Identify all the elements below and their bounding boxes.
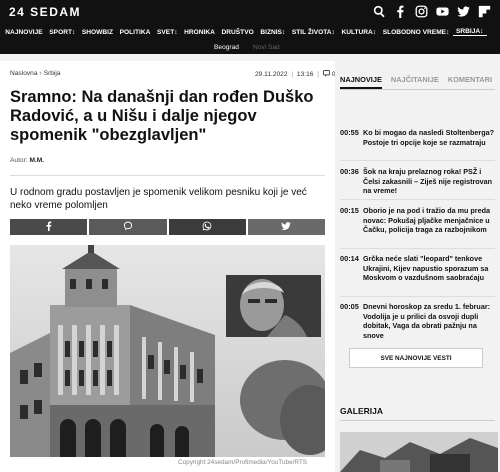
tab-najcitanije[interactable]: NAJČITANIJE bbox=[390, 75, 439, 84]
share-facebook-button[interactable] bbox=[10, 219, 87, 235]
search-icon[interactable] bbox=[372, 4, 387, 19]
divider bbox=[10, 175, 325, 176]
viber-icon bbox=[123, 218, 133, 236]
gallery-divider bbox=[340, 420, 495, 421]
nav-item-srbija[interactable]: SRBIJA↕ bbox=[453, 28, 487, 36]
instagram-icon[interactable] bbox=[414, 4, 429, 19]
share-twitter-button[interactable] bbox=[248, 219, 325, 235]
share-bar bbox=[10, 219, 325, 235]
nav-item-hronika[interactable]: HRONIKA bbox=[184, 28, 215, 36]
news-divider bbox=[340, 199, 495, 200]
sub-nav bbox=[0, 40, 500, 54]
nav-item-kultura[interactable]: KULTURA↕ bbox=[341, 28, 377, 36]
site-logo[interactable]: 24 SEDAM bbox=[9, 5, 82, 19]
breadcrumb-home[interactable]: Naslovna bbox=[10, 70, 38, 77]
twitter-icon[interactable] bbox=[456, 4, 471, 19]
news-time: 00:55 bbox=[340, 128, 359, 137]
nav-item-sport[interactable]: SPORT↕ bbox=[49, 28, 76, 36]
nav-item-svet[interactable]: SVET↕ bbox=[157, 28, 178, 36]
article-time: 13:16 bbox=[296, 71, 314, 78]
news-divider bbox=[340, 160, 495, 161]
share-whatsapp-button[interactable] bbox=[169, 219, 246, 235]
subnav-item-novi-sad[interactable]: Novi Sad bbox=[252, 43, 280, 51]
gallery-image[interactable] bbox=[340, 432, 498, 472]
news-time: 00:05 bbox=[340, 302, 359, 311]
article-meta bbox=[255, 70, 335, 79]
comment-count[interactable]: 0 bbox=[331, 71, 336, 78]
author-label: Autor: bbox=[10, 157, 28, 164]
main-nav bbox=[0, 24, 500, 40]
flipboard-icon[interactable] bbox=[477, 4, 492, 19]
facebook-icon[interactable] bbox=[393, 4, 408, 19]
facebook-icon bbox=[44, 218, 54, 236]
breadcrumb bbox=[10, 70, 61, 77]
news-headline[interactable]: Ko bi mogao da nasledi Stoltenberga? Postoje tri opcije koje se razmatraju bbox=[363, 128, 494, 147]
news-time: 00:15 bbox=[340, 206, 359, 215]
nav-item-showbiz[interactable]: SHOWBIZ bbox=[81, 28, 114, 36]
nav-item-politika[interactable]: POLITIKA bbox=[119, 28, 151, 36]
meta-separator: | bbox=[291, 71, 294, 78]
article-photo[interactable] bbox=[10, 245, 325, 457]
youtube-icon[interactable] bbox=[435, 4, 450, 19]
article-author bbox=[10, 157, 44, 164]
comment-icon[interactable] bbox=[323, 70, 330, 79]
nav-item-najnovije[interactable]: NAJNOVIJE bbox=[5, 28, 43, 36]
nav-item-biznis[interactable]: BIZNIS↕ bbox=[260, 28, 286, 36]
gallery-title: GALERIJA bbox=[340, 406, 383, 416]
tab-divider bbox=[340, 89, 495, 90]
author-name[interactable]: M.M. bbox=[29, 157, 45, 164]
article-date: 29.11.2022 bbox=[255, 71, 288, 78]
nav-item-drustvo[interactable]: DRUŠTVO bbox=[221, 28, 254, 36]
tab-komentari[interactable]: KOMENTARI bbox=[447, 75, 493, 84]
all-news-button[interactable]: SVE NAJNOVIJE VESTI bbox=[349, 348, 483, 368]
nav-item-slobodno-vreme[interactable]: SLOBODNO VREME↕ bbox=[382, 28, 450, 36]
news-divider bbox=[340, 296, 495, 297]
article-lead: U rodnom gradu postavljen je spomenik velikom pesniku koji je već neko vreme polomljen bbox=[10, 187, 307, 211]
whatsapp-icon bbox=[202, 218, 212, 236]
breadcrumb-separator: › bbox=[39, 70, 42, 77]
top-bar bbox=[0, 0, 500, 24]
news-headline[interactable]: Grčka neće slati "leopard" tenkove Ukrajini, Kijev napustio sporazum sa Moskvom o vazdušnom saobraćaju bbox=[363, 254, 489, 282]
twitter-icon bbox=[281, 218, 291, 236]
news-time: 00:36 bbox=[340, 167, 359, 176]
news-divider bbox=[340, 248, 495, 249]
news-time: 00:14 bbox=[340, 254, 359, 263]
meta-separator: | bbox=[317, 71, 319, 78]
nav-item-stil-zivota[interactable]: STIL ŽIVOTA↕ bbox=[291, 28, 335, 36]
share-viber-button[interactable] bbox=[89, 219, 166, 235]
news-headline[interactable]: Šok na kraju prelaznog roka! PSŽ i Čelsi zakasnili – Ziješ nije registrovan na vreme! bbox=[363, 167, 493, 195]
breadcrumb-section[interactable]: Srbija bbox=[43, 70, 61, 77]
tab-najnovije[interactable]: NAJNOVIJE bbox=[340, 75, 382, 89]
subnav-item-beograd[interactable]: Beograd bbox=[214, 43, 239, 51]
news-headline[interactable]: Oborio je na pod i tražio da mu preda novac: Pokušaj pljačke menjačnice u Čačku, policija traga za razbojnikom bbox=[363, 206, 490, 234]
photo-caption: Copyright 24sedam/Profimedia/YouTube/RTS bbox=[178, 459, 308, 466]
news-headline[interactable]: Dnevni horoskop za sredu 1. februar: Vodolija je u prilici da osvoji dupli dobitak, Vaga da obrati pažnju na snove bbox=[363, 302, 491, 340]
social-icons bbox=[372, 4, 492, 19]
sidebar-tabs bbox=[340, 75, 492, 89]
article-title: Sramno: Na današnji dan rođen Duško Radović, a u Nišu i dalje njegov spomenik "obezglavljen" bbox=[10, 88, 314, 144]
